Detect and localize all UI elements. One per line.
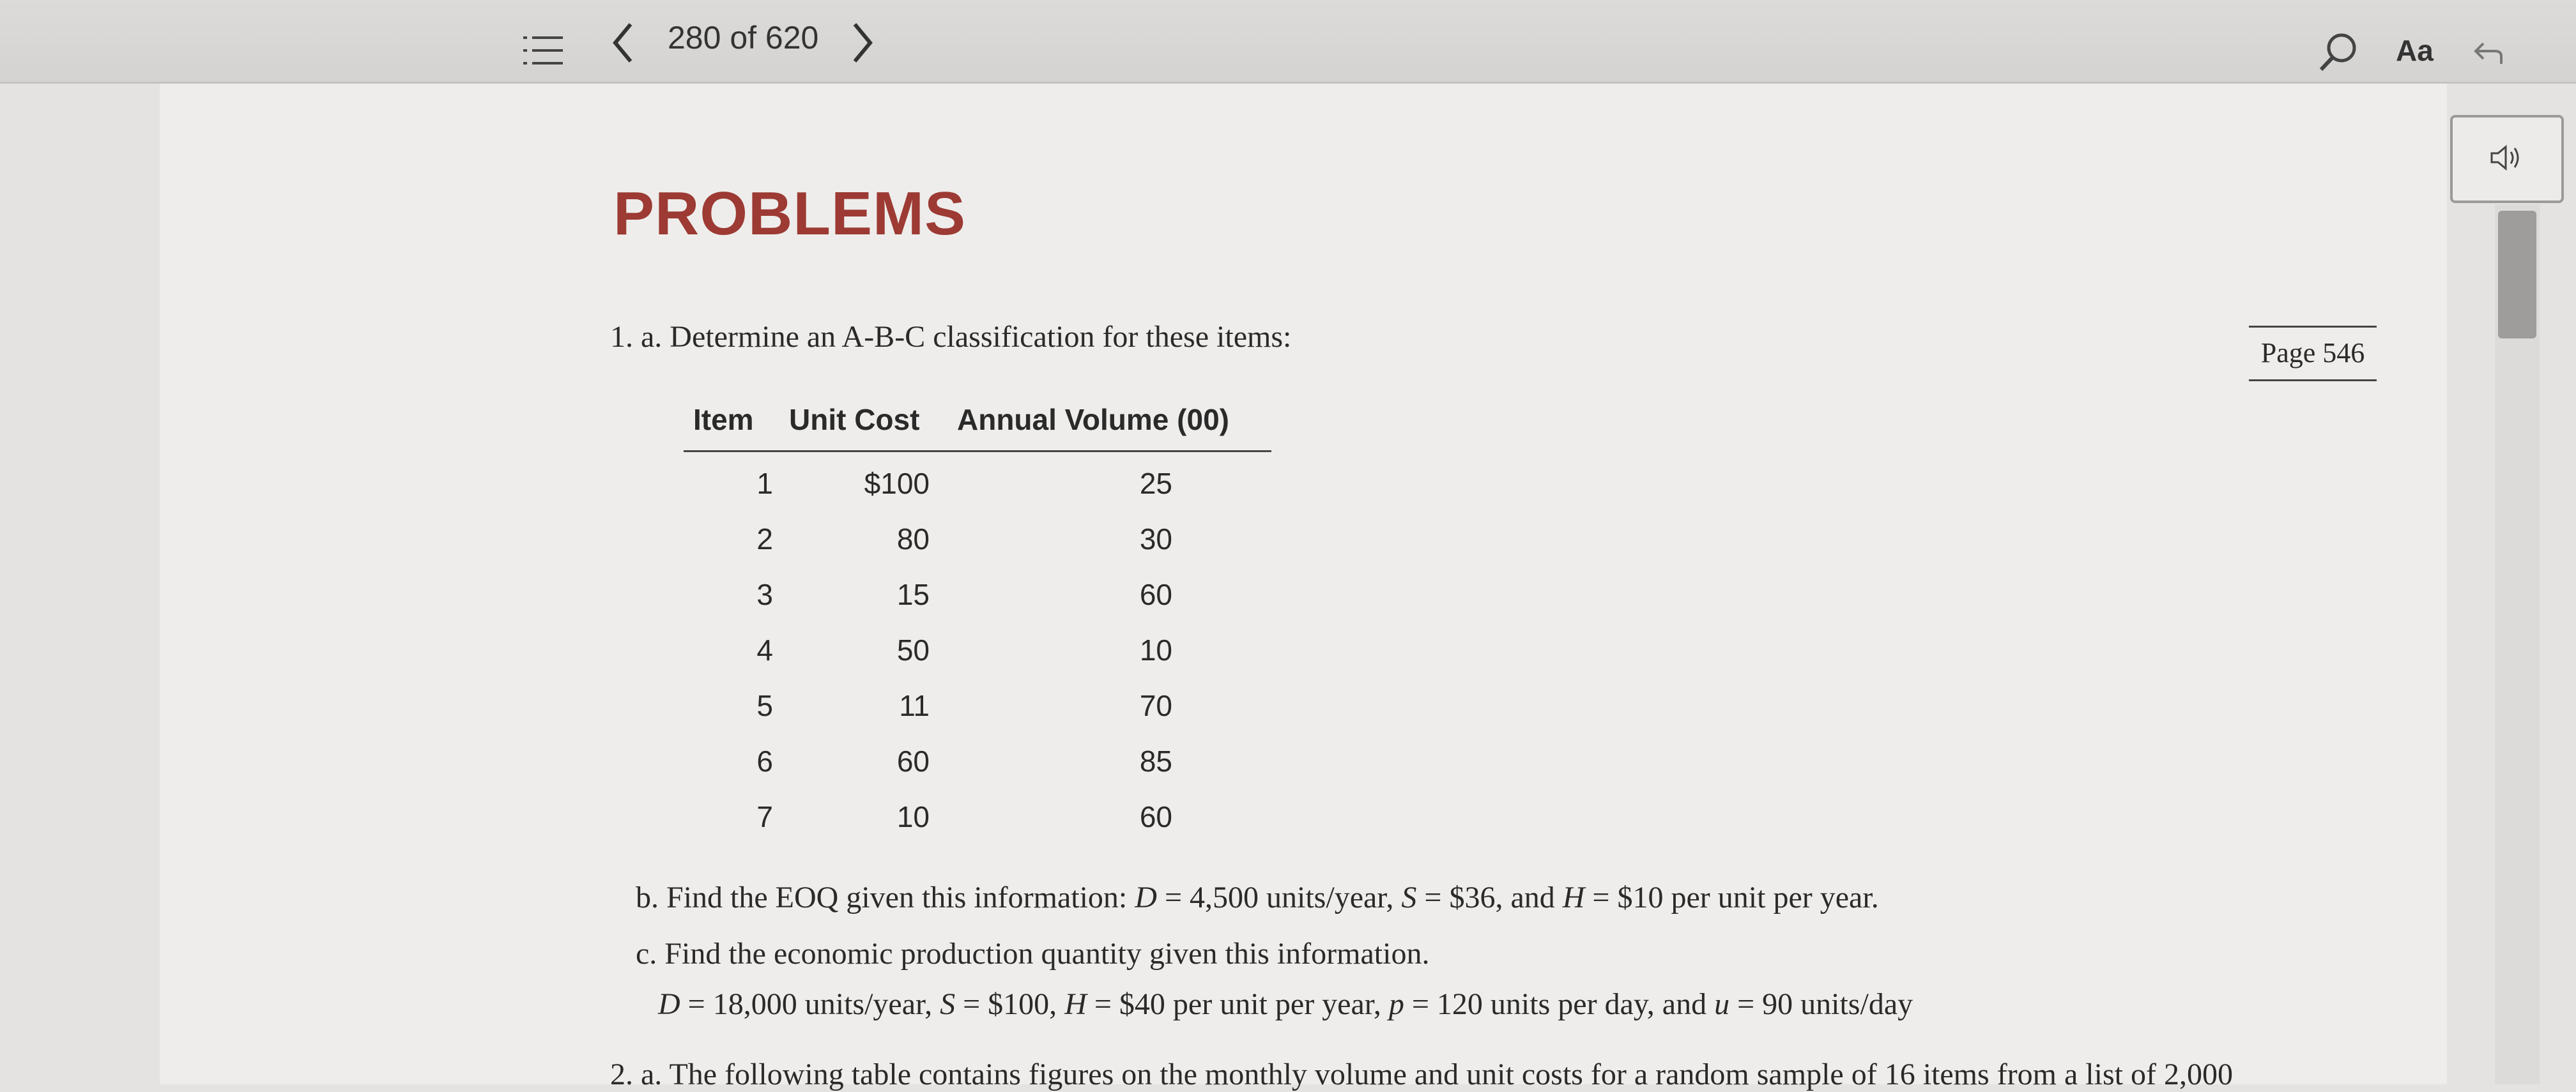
question-1c: c. Find the economic production quantity given this information.: [636, 937, 1430, 971]
table-cell-unit-cost: 50: [896, 633, 930, 667]
table-cell-item: 7: [756, 800, 773, 833]
table-cell-item: 6: [756, 745, 773, 778]
menu-icon[interactable]: [514, 22, 572, 79]
chevron-left-icon[interactable]: [601, 14, 645, 72]
table-cell-unit-cost: $100: [864, 467, 930, 500]
read-aloud-button[interactable]: [2450, 115, 2564, 203]
table-cell-item: 2: [756, 522, 773, 556]
book-page: [160, 84, 2447, 1084]
font-size-button[interactable]: Aa: [2396, 34, 2434, 67]
table-cell-item: 4: [756, 633, 773, 667]
table-cell-item: 5: [756, 689, 773, 722]
table-cell-volume: 60: [1139, 578, 1172, 611]
table-cell-unit-cost: 80: [896, 522, 930, 556]
table-cell-volume: 60: [1139, 800, 1172, 833]
column-header-item: Item: [693, 403, 754, 436]
search-icon[interactable]: [2313, 27, 2364, 78]
table-cell-item: 3: [756, 578, 773, 611]
speaker-icon: [2488, 142, 2526, 177]
table-cell-item: 1: [756, 467, 773, 500]
table-cell-volume: 70: [1139, 689, 1172, 722]
question-2a-partial: 2. a. The following table contains figures on the monthly volume and unit costs for a random sample of 16 items from a list of 2,000: [610, 1058, 2233, 1091]
scrollbar-thumb[interactable]: [2498, 211, 2536, 338]
question-1c-given: D = 18,000 units/year, S = $100, H = $40 per unit per year, p = 120 units per day, and u = 90 units/day: [658, 987, 1913, 1021]
table-cell-unit-cost: 11: [899, 689, 930, 722]
back-arrow-icon[interactable]: [2466, 31, 2511, 75]
page-counter: 280 of 620: [668, 20, 819, 56]
table-cell-volume: 85: [1139, 745, 1172, 778]
table-cell-volume: 10: [1139, 633, 1172, 667]
page-reference: Page 546: [2249, 326, 2377, 381]
table-cell-unit-cost: 10: [896, 800, 930, 833]
table-header-rule: [684, 450, 1271, 452]
top-toolbar: [0, 0, 2576, 84]
table-cell-unit-cost: 15: [896, 578, 930, 611]
column-header-annual-volume: Annual Volume (00): [957, 403, 1229, 436]
column-header-unit-cost: Unit Cost: [789, 403, 920, 436]
section-title: PROBLEMS: [613, 179, 967, 248]
table-cell-unit-cost: 60: [896, 745, 930, 778]
table-cell-volume: 30: [1139, 522, 1172, 556]
question-1b: b. Find the EOQ given this information: D = 4,500 units/year, S = $36, and H = $10 per unit per year.: [636, 881, 1879, 914]
chevron-right-icon[interactable]: [840, 14, 885, 72]
question-1a: 1. a. Determine an A-B-C classification for these items:: [610, 320, 1292, 354]
table-cell-volume: 25: [1139, 467, 1172, 500]
